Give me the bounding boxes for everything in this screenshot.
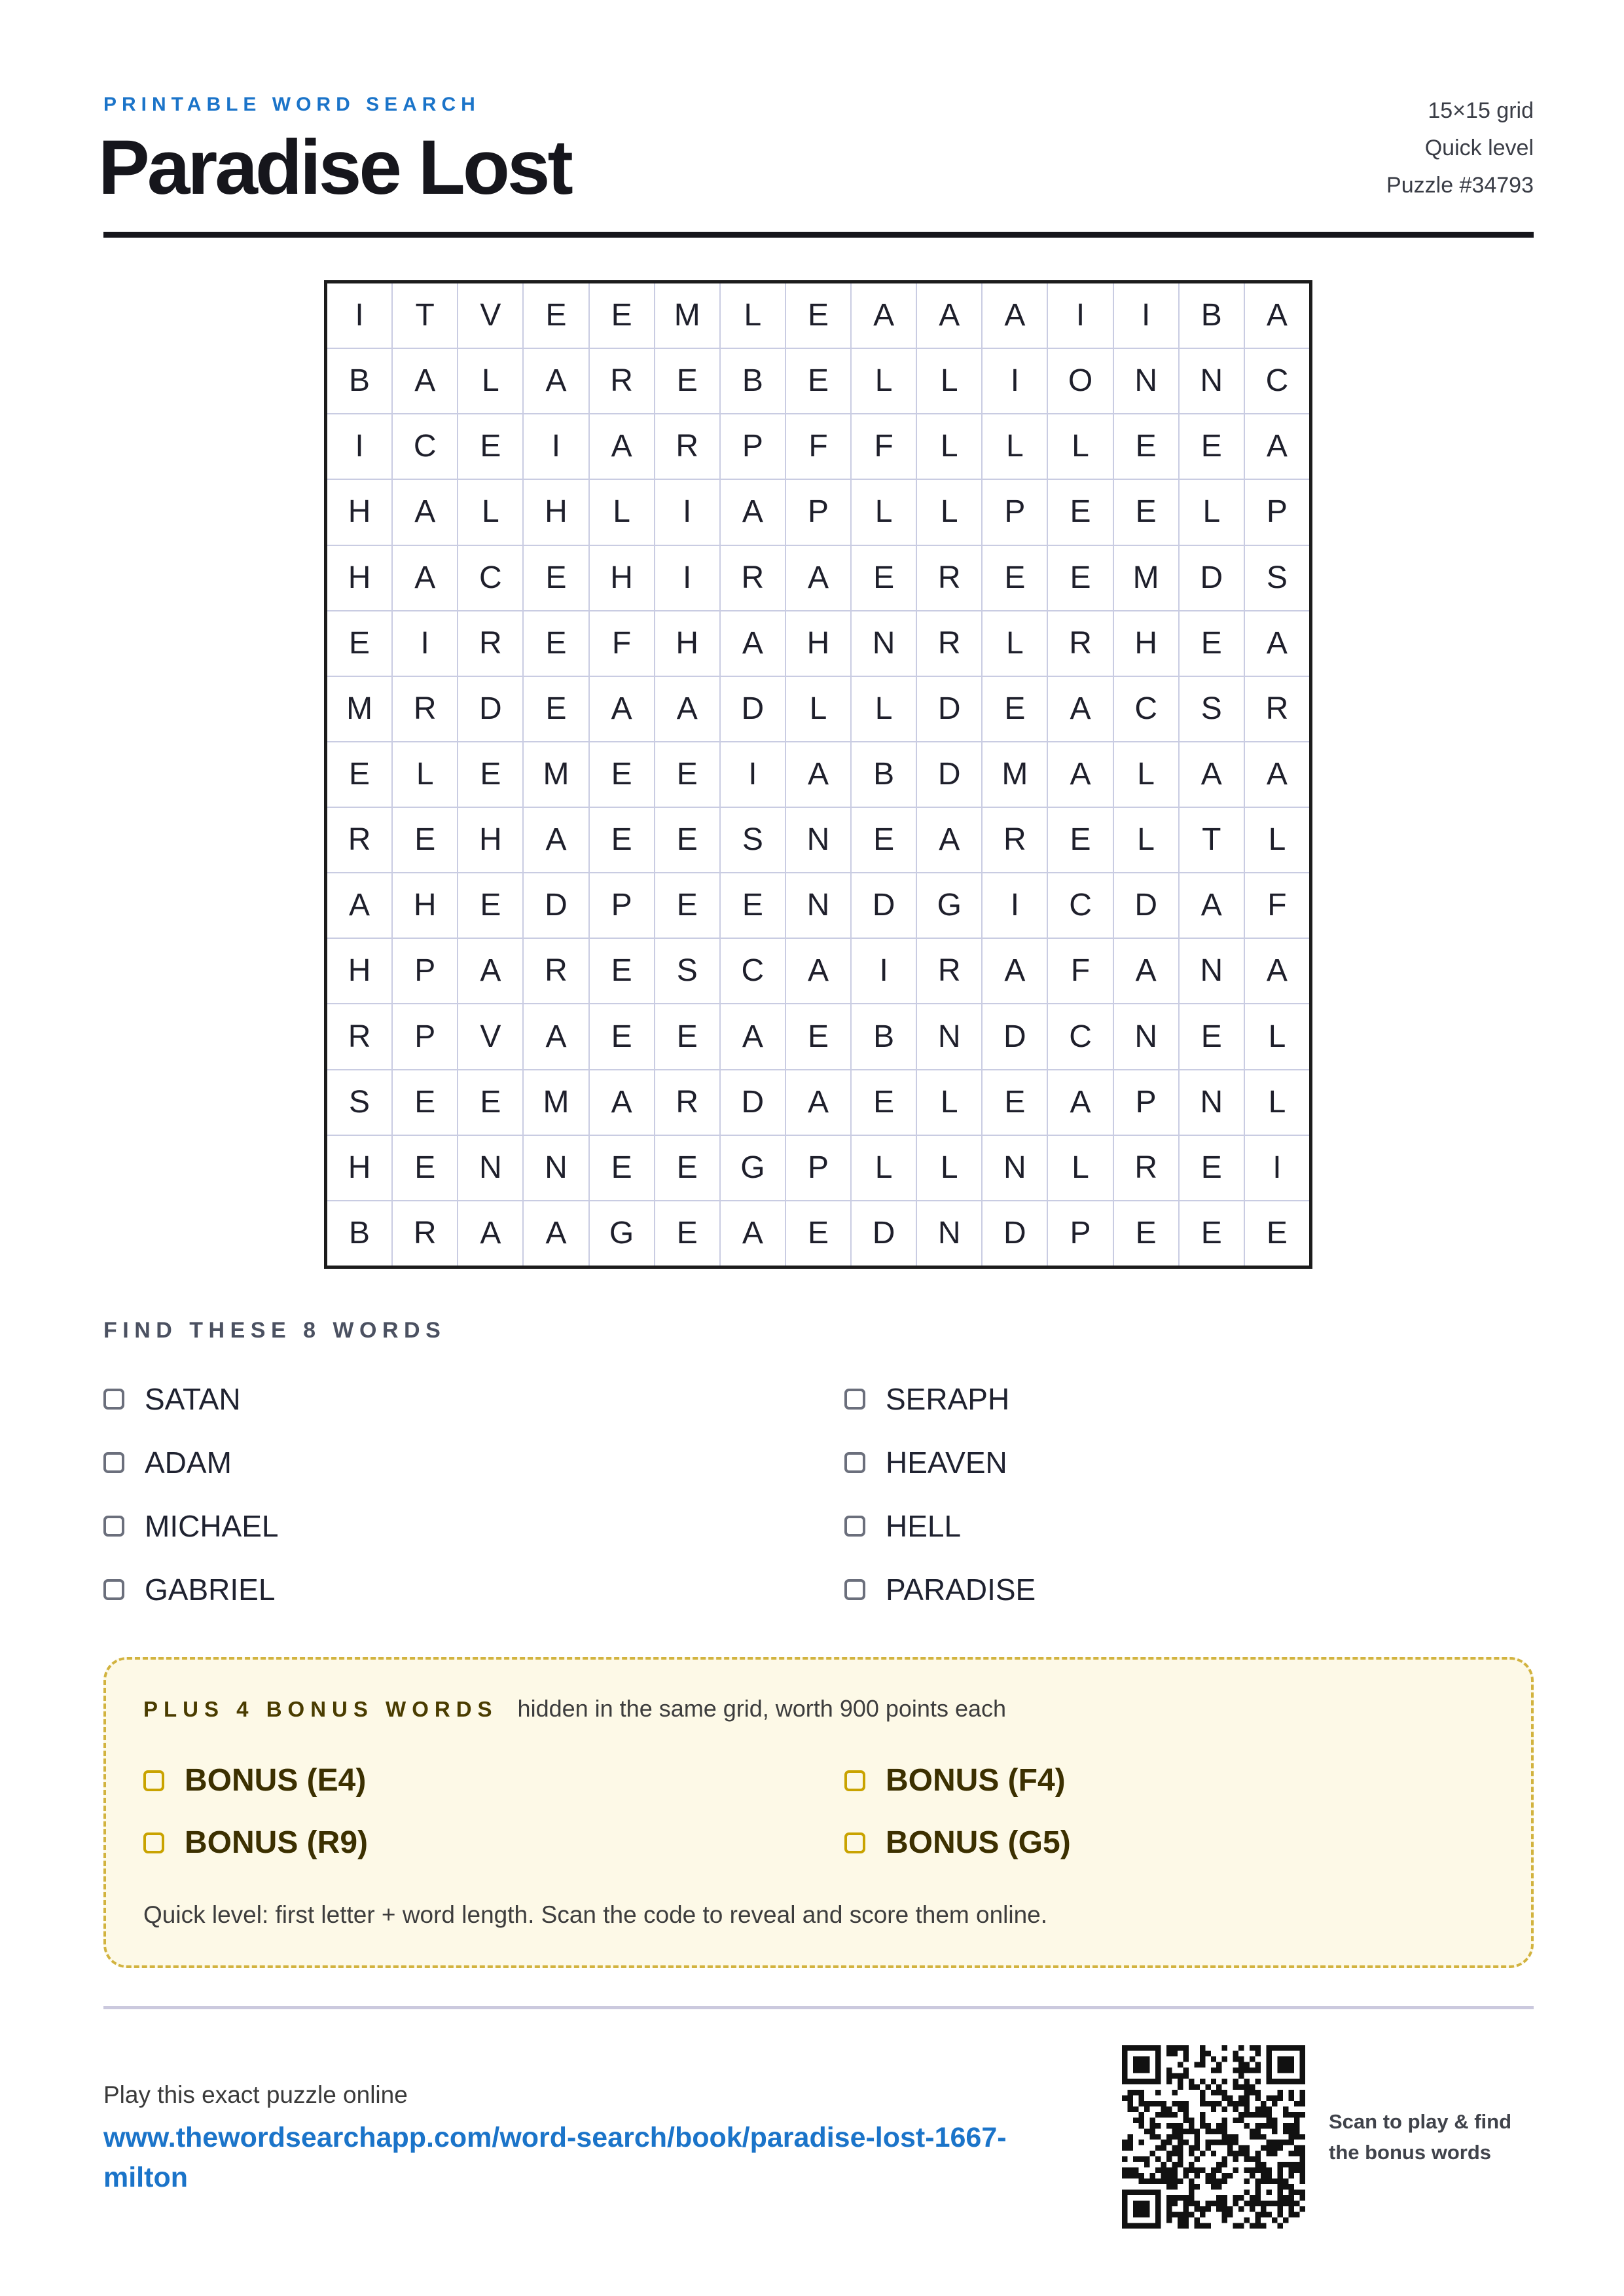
play-online-label: Play this exact puzzle online <box>103 2081 408 2108</box>
grid-cell: E <box>590 1004 654 1068</box>
grid-cell: E <box>655 1004 719 1068</box>
grid-cell: A <box>393 480 457 544</box>
grid-cell: E <box>393 1070 457 1135</box>
grid-cell: F <box>1048 939 1112 1003</box>
grid-cell: M <box>327 677 391 741</box>
grid-cell: L <box>721 283 785 348</box>
grid-cell: E <box>983 546 1047 610</box>
grid-cell: A <box>786 742 850 807</box>
grid-cell: C <box>1245 349 1309 413</box>
grid-cell: L <box>1245 808 1309 872</box>
grid-cell: F <box>852 414 916 479</box>
grid-cell: A <box>786 546 850 610</box>
grid-cell: R <box>983 808 1047 872</box>
grid-cell: D <box>917 742 981 807</box>
word-item <box>844 1494 961 1558</box>
grid-cell: R <box>1048 611 1112 676</box>
grid-cell: L <box>983 414 1047 479</box>
grid-cell: G <box>917 873 981 938</box>
grid-cell: E <box>1048 480 1112 544</box>
grid-cell: L <box>1114 742 1178 807</box>
grid-cell: A <box>524 1004 588 1068</box>
grid-cell: N <box>524 1136 588 1200</box>
grid-cell: C <box>458 546 522 610</box>
bonus-item <box>844 1813 1071 1872</box>
bonus-label: BONUS (F4) <box>886 1763 1066 1798</box>
bonus-item <box>844 1751 1066 1810</box>
grid-cell: A <box>721 1201 785 1266</box>
grid-cell: A <box>655 677 719 741</box>
grid-cell: T <box>1180 808 1244 872</box>
grid-cell: N <box>1180 939 1244 1003</box>
grid-cell: R <box>1114 1136 1178 1200</box>
grid-cell: E <box>1180 611 1244 676</box>
grid-cell: L <box>852 480 916 544</box>
checkbox-icon <box>844 1389 865 1410</box>
grid-cell: N <box>917 1004 981 1068</box>
grid-cell: F <box>786 414 850 479</box>
bonus-label: BONUS (G5) <box>886 1825 1071 1860</box>
grid-cell: A <box>1245 611 1309 676</box>
grid-cell: E <box>327 742 391 807</box>
grid-cell: D <box>983 1004 1047 1068</box>
grid-cell: L <box>852 1136 916 1200</box>
grid-cell: H <box>1114 611 1178 676</box>
grid-cell: E <box>393 808 457 872</box>
grid-cell: E <box>655 1136 719 1200</box>
bonus-heading: PLUS 4 BONUS WORDS <box>143 1696 498 1721</box>
grid-cell: E <box>655 808 719 872</box>
grid-cell: E <box>458 1070 522 1135</box>
grid-cell: D <box>721 677 785 741</box>
bonus-item <box>143 1813 368 1872</box>
grid-cell: L <box>1245 1004 1309 1068</box>
checkbox-icon <box>103 1516 124 1537</box>
grid-cell: A <box>590 677 654 741</box>
grid-cell: A <box>1180 873 1244 938</box>
footer-divider <box>103 2006 1534 2009</box>
grid-cell: A <box>524 1201 588 1266</box>
grid-cell: B <box>327 1201 391 1266</box>
grid-cell: L <box>590 480 654 544</box>
grid-cell: M <box>524 1070 588 1135</box>
grid-cell: N <box>852 611 916 676</box>
bonus-note: Quick level: first letter + word length. Scan the code to reveal and score them online. <box>143 1901 1048 1928</box>
grid-cell: A <box>721 1004 785 1068</box>
grid-cell: E <box>655 742 719 807</box>
checkbox-icon <box>103 1579 124 1600</box>
grid-cell: I <box>393 611 457 676</box>
grid-cell: I <box>1048 283 1112 348</box>
grid-cell: L <box>458 480 522 544</box>
grid-cell: L <box>1048 414 1112 479</box>
grid-cell: O <box>1048 349 1112 413</box>
grid-cell: S <box>721 808 785 872</box>
grid-cell: A <box>1245 742 1309 807</box>
eyebrow-label: PRINTABLE WORD SEARCH <box>103 94 480 115</box>
grid-cell: I <box>655 480 719 544</box>
grid-cell: E <box>1180 1004 1244 1068</box>
grid-cell: A <box>983 283 1047 348</box>
grid-cell: E <box>655 873 719 938</box>
grid-cell: H <box>327 939 391 1003</box>
word-label: PARADISE <box>886 1572 1036 1607</box>
bonus-panel <box>103 1657 1534 1968</box>
grid-cell: H <box>655 611 719 676</box>
grid-cell: R <box>655 414 719 479</box>
grid-cell: A <box>1114 939 1178 1003</box>
grid-cell: P <box>1114 1070 1178 1135</box>
grid-cell: L <box>852 349 916 413</box>
grid-size-label: 15×15 grid <box>1428 98 1534 123</box>
grid-cell: E <box>1180 1136 1244 1200</box>
grid-cell: B <box>327 349 391 413</box>
grid-cell: S <box>327 1070 391 1135</box>
word-item <box>103 1367 241 1430</box>
grid-cell: N <box>1114 349 1178 413</box>
grid-cell: P <box>590 873 654 938</box>
grid-cell: I <box>852 939 916 1003</box>
checkbox-icon <box>143 1832 164 1853</box>
grid-cell: A <box>458 939 522 1003</box>
grid-cell: R <box>721 546 785 610</box>
grid-cell: C <box>393 414 457 479</box>
grid-cell: B <box>852 1004 916 1068</box>
bonus-label: BONUS (R9) <box>185 1825 369 1860</box>
grid-cell: E <box>1180 1201 1244 1266</box>
grid-cell: E <box>590 939 654 1003</box>
grid-cell: E <box>1048 808 1112 872</box>
grid-cell: A <box>786 939 850 1003</box>
grid-cell: D <box>852 873 916 938</box>
grid-cell: E <box>590 742 654 807</box>
grid-cell: H <box>327 546 391 610</box>
grid-cell: L <box>1048 1136 1112 1200</box>
grid-cell: I <box>983 873 1047 938</box>
grid-cell: L <box>393 742 457 807</box>
grid-cell: S <box>1245 546 1309 610</box>
grid-cell: E <box>458 873 522 938</box>
grid-cell: E <box>983 677 1047 741</box>
grid-cell: E <box>852 808 916 872</box>
grid-cell: D <box>852 1201 916 1266</box>
grid-cell: E <box>590 1136 654 1200</box>
grid-cell: L <box>1114 808 1178 872</box>
grid-cell: N <box>1114 1004 1178 1068</box>
grid-cell: C <box>1048 1004 1112 1068</box>
grid-cell: D <box>458 677 522 741</box>
grid-cell: A <box>1048 742 1112 807</box>
grid-cell: A <box>721 611 785 676</box>
grid-cell: P <box>721 414 785 479</box>
grid-cell: I <box>1245 1136 1309 1200</box>
checkbox-icon <box>844 1770 865 1791</box>
grid-cell: D <box>917 677 981 741</box>
puzzle-meta <box>1386 92 1534 204</box>
grid-cell: E <box>327 611 391 676</box>
grid-cell: L <box>917 1136 981 1200</box>
grid-cell: E <box>852 1070 916 1135</box>
puzzle-number-label: Puzzle #34793 <box>1386 173 1534 198</box>
header-divider <box>103 232 1534 238</box>
grid-cell: E <box>458 742 522 807</box>
qr-caption: Scan to play & find the bonus words <box>1329 2110 1512 2164</box>
word-item <box>103 1494 278 1558</box>
grid-cell: I <box>721 742 785 807</box>
grid-cell: R <box>590 349 654 413</box>
bonus-label: BONUS (E4) <box>185 1763 367 1798</box>
checkbox-icon <box>103 1452 124 1473</box>
grid-cell: I <box>327 414 391 479</box>
grid-cell: A <box>1245 939 1309 1003</box>
grid-cell: D <box>983 1201 1047 1266</box>
grid-cell: E <box>786 283 850 348</box>
grid-cell: A <box>524 808 588 872</box>
grid-cell: C <box>721 939 785 1003</box>
grid-cell: V <box>458 283 522 348</box>
grid-cell: E <box>1180 414 1244 479</box>
grid-cell: I <box>1114 283 1178 348</box>
grid-cell: R <box>524 939 588 1003</box>
grid-cell: A <box>1245 283 1309 348</box>
grid-cell: E <box>524 546 588 610</box>
grid-cell: E <box>983 1070 1047 1135</box>
grid-cell: A <box>590 1070 654 1135</box>
grid-cell: R <box>655 1070 719 1135</box>
grid-cell: L <box>983 611 1047 676</box>
word-label: GABRIEL <box>145 1572 276 1607</box>
word-item <box>844 1558 1036 1621</box>
grid-cell: B <box>852 742 916 807</box>
checkbox-icon <box>143 1770 164 1791</box>
grid-cell: E <box>1114 480 1178 544</box>
grid-cell: L <box>852 677 916 741</box>
grid-cell: E <box>1245 1201 1309 1266</box>
grid-cell: N <box>786 808 850 872</box>
word-label: SATAN <box>145 1381 241 1416</box>
word-label: HELL <box>886 1508 962 1543</box>
grid-cell: A <box>327 873 391 938</box>
checkbox-icon <box>103 1389 124 1410</box>
grid-cell: N <box>786 873 850 938</box>
word-item <box>103 1430 232 1494</box>
grid-cell: C <box>1048 873 1112 938</box>
grid-cell: N <box>1180 1070 1244 1135</box>
grid-cell: F <box>590 611 654 676</box>
grid-cell: F <box>1245 873 1309 938</box>
grid-cell: V <box>458 1004 522 1068</box>
grid-cell: A <box>458 1201 522 1266</box>
grid-cell: E <box>1114 1201 1178 1266</box>
word-label: SERAPH <box>886 1381 1010 1416</box>
grid-cell: A <box>393 349 457 413</box>
grid-cell: L <box>917 414 981 479</box>
grid-cell: I <box>655 546 719 610</box>
puzzle-url-link[interactable]: www.thewordsearchapp.com/word-search/book/paradise-lost-1667-milton <box>103 2122 1007 2193</box>
grid-cell: R <box>393 1201 457 1266</box>
grid-cell: B <box>721 349 785 413</box>
grid-cell: E <box>655 1201 719 1266</box>
grid-cell: L <box>458 349 522 413</box>
grid-cell: A <box>786 1070 850 1135</box>
grid-cell: L <box>1245 1070 1309 1135</box>
grid-cell: I <box>327 283 391 348</box>
word-label: MICHAEL <box>145 1508 279 1543</box>
grid-cell: P <box>983 480 1047 544</box>
grid-cell: L <box>917 349 981 413</box>
checkbox-icon <box>844 1516 865 1537</box>
word-item <box>844 1367 1009 1430</box>
grid-cell: E <box>786 349 850 413</box>
grid-cell: E <box>1048 546 1112 610</box>
grid-cell: A <box>393 546 457 610</box>
grid-cell: N <box>458 1136 522 1200</box>
grid-cell: E <box>590 283 654 348</box>
bonus-header <box>143 1696 1006 1722</box>
bonus-subheading: hidden in the same grid, worth 900 points each <box>517 1695 1007 1722</box>
grid-cell: R <box>393 677 457 741</box>
grid-cell: A <box>1180 742 1244 807</box>
grid-cell: H <box>393 873 457 938</box>
grid-cell: M <box>1114 546 1178 610</box>
grid-cell: S <box>1180 677 1244 741</box>
grid-cell: E <box>590 808 654 872</box>
grid-cell: P <box>786 480 850 544</box>
qr-code <box>1122 2045 1305 2229</box>
grid-cell: L <box>917 1070 981 1135</box>
grid-cell: P <box>1245 480 1309 544</box>
grid-cell: G <box>590 1201 654 1266</box>
grid-cell: N <box>983 1136 1047 1200</box>
word-label: ADAM <box>145 1445 232 1480</box>
grid-cell: A <box>1048 1070 1112 1135</box>
word-label: HEAVEN <box>886 1445 1007 1480</box>
grid-cell: E <box>721 873 785 938</box>
grid-cell: A <box>917 808 981 872</box>
grid-cell: E <box>393 1136 457 1200</box>
grid-cell: A <box>524 349 588 413</box>
grid-cell: E <box>524 677 588 741</box>
grid-cell: M <box>655 283 719 348</box>
grid-cell: P <box>786 1136 850 1200</box>
grid-cell: D <box>524 873 588 938</box>
grid-cell: E <box>786 1004 850 1068</box>
grid-cell: S <box>655 939 719 1003</box>
grid-cell: E <box>786 1201 850 1266</box>
word-item <box>103 1558 275 1621</box>
grid-cell: P <box>1048 1201 1112 1266</box>
grid-cell: B <box>1180 283 1244 348</box>
grid-cell: E <box>524 283 588 348</box>
bonus-item <box>143 1751 366 1810</box>
grid-cell: R <box>327 808 391 872</box>
grid-cell: E <box>655 349 719 413</box>
grid-cell: M <box>983 742 1047 807</box>
grid-cell: E <box>1114 414 1178 479</box>
grid-cell: H <box>327 1136 391 1200</box>
grid-cell: A <box>721 480 785 544</box>
grid-cell: E <box>524 611 588 676</box>
page-title: Paradise Lost <box>98 124 571 211</box>
grid-cell: A <box>1048 677 1112 741</box>
grid-cell: A <box>1245 414 1309 479</box>
grid-cell: M <box>524 742 588 807</box>
grid-cell: L <box>1180 480 1244 544</box>
grid-cell: R <box>1245 677 1309 741</box>
grid-cell: I <box>983 349 1047 413</box>
grid-cell: H <box>458 808 522 872</box>
grid-cell: H <box>524 480 588 544</box>
grid-cell: A <box>590 414 654 479</box>
grid-cell: H <box>327 480 391 544</box>
checkbox-icon <box>844 1579 865 1600</box>
grid-cell: T <box>393 283 457 348</box>
grid-cell: N <box>1180 349 1244 413</box>
grid-cell: P <box>393 939 457 1003</box>
grid-cell: L <box>786 677 850 741</box>
grid-cell: D <box>1180 546 1244 610</box>
word-item <box>844 1430 1007 1494</box>
grid-cell: I <box>524 414 588 479</box>
grid-cell: E <box>852 546 916 610</box>
grid-cell: D <box>721 1070 785 1135</box>
grid-cell: R <box>917 611 981 676</box>
grid-cell: C <box>1114 677 1178 741</box>
level-label: Quick level <box>1424 136 1534 160</box>
grid-cell: H <box>786 611 850 676</box>
grid-cell: L <box>917 480 981 544</box>
letter-grid <box>324 280 1312 1269</box>
grid-cell: A <box>983 939 1047 1003</box>
grid-cell: P <box>393 1004 457 1068</box>
grid-cell: E <box>458 414 522 479</box>
grid-cell: A <box>852 283 916 348</box>
grid-cell: N <box>917 1201 981 1266</box>
grid-cell: R <box>458 611 522 676</box>
grid-cell: D <box>1114 873 1178 938</box>
qr-code-image <box>1122 2045 1305 2229</box>
grid-cell: R <box>917 939 981 1003</box>
grid-cell: G <box>721 1136 785 1200</box>
grid-cell: R <box>917 546 981 610</box>
checkbox-icon <box>844 1832 865 1853</box>
grid-cell: H <box>590 546 654 610</box>
grid-cell: R <box>327 1004 391 1068</box>
checkbox-icon <box>844 1452 865 1473</box>
grid-cell: A <box>917 283 981 348</box>
word-list-heading: FIND THESE 8 WORDS <box>103 1318 446 1343</box>
